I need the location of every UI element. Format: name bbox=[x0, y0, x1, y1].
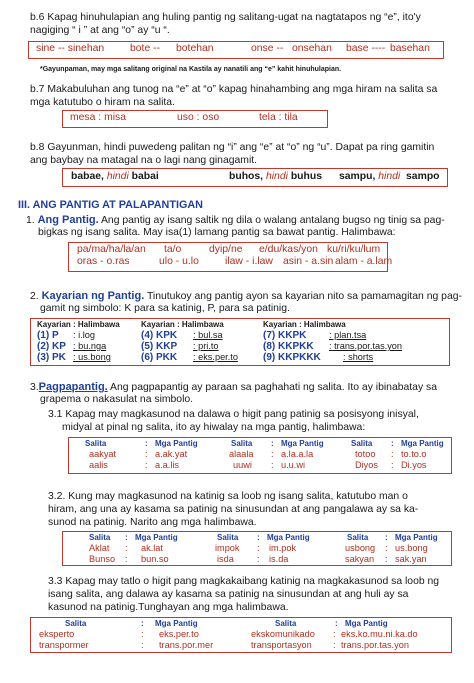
b7-ex: mesa : misa bbox=[70, 112, 127, 123]
table-cell: : us.bong bbox=[73, 352, 111, 362]
item1-ex: pa/ma/ha/la/an bbox=[77, 244, 146, 255]
sub1-line2: midyal at pinal ng salita, ito ay hiwalay na mga pantig, halimbawa: bbox=[62, 422, 366, 433]
table-cell: : bbox=[333, 629, 336, 639]
b6-note: *Gayunpaman, may mga salitang original na Kastila ay nanatili ang “e” kahit hinuhulapian. bbox=[40, 66, 342, 73]
table-cell: : bbox=[257, 543, 260, 553]
table-cell: : bbox=[145, 449, 148, 459]
table-cell: : bbox=[125, 543, 128, 553]
table-header: : bbox=[391, 439, 394, 448]
b8-example-box bbox=[62, 168, 448, 187]
table-header: Salita bbox=[351, 439, 373, 448]
table-header: Salita bbox=[347, 533, 369, 542]
sub2-line2: hiram, ang una ay kasama sa patinig na sinusundan at ang pangalawa ay sa ka- bbox=[48, 504, 419, 515]
table-header: Kayarian : Halimbawa bbox=[263, 320, 346, 329]
b7-example-box bbox=[62, 110, 328, 128]
table-header: Mga Pantig bbox=[267, 533, 310, 542]
table-cell: : i.log bbox=[73, 330, 95, 340]
table-cell: a.la.a.la bbox=[281, 449, 314, 459]
item1-ex: ulo - u.lo bbox=[159, 256, 199, 267]
item1-ex: e/du/kas/yon bbox=[259, 244, 318, 255]
table-cell: to.to.o bbox=[401, 449, 427, 459]
table-cell: aakyat bbox=[89, 449, 117, 459]
table-cell: impok bbox=[215, 543, 240, 553]
table-cell: Bunso bbox=[89, 554, 116, 564]
b7-ex: uso : oso bbox=[177, 112, 220, 123]
table-cell: (9) KKPKKK bbox=[263, 352, 321, 363]
b6-example-box bbox=[28, 41, 444, 59]
table-cell: eksperto bbox=[39, 629, 75, 639]
table-cell: ak.lat bbox=[141, 543, 163, 553]
sub3-table bbox=[30, 617, 452, 653]
table-header: : bbox=[271, 439, 274, 448]
b6-ex: onsehan bbox=[292, 43, 332, 54]
table-cell: : bbox=[141, 629, 144, 639]
b6-ex: botehan bbox=[176, 43, 214, 54]
b7-line2: mga katutubo o hiram na salita. bbox=[30, 97, 175, 108]
table-cell: a.ak.yat bbox=[155, 449, 188, 459]
b6-ex: bote -- bbox=[130, 43, 161, 54]
table-header: Kayarian : Halimbawa bbox=[141, 320, 224, 329]
table-cell: (7) KKPK bbox=[263, 330, 307, 341]
table-cell: eks.ko.mu.ni.ka.do bbox=[341, 629, 418, 639]
sub2-line3: sunod na patinig. Narito ang mga halimbawa. bbox=[48, 517, 257, 528]
table-cell: transportasyon bbox=[251, 640, 312, 650]
b8-line2: ang baybay na matagal na o lagi nang ginagamit. bbox=[30, 155, 258, 166]
table-cell: : bbox=[271, 460, 274, 470]
sub3-line1: 3.3 Kapag may tatlo o higit pang magkakaibang katinig na magkakasunod sa loob ng bbox=[48, 576, 440, 587]
table-header: Salita bbox=[65, 619, 87, 628]
table-header: : bbox=[335, 619, 338, 628]
b6-line2: nagiging “ i ” at ang “o” ay “u “. bbox=[30, 25, 170, 36]
table-cell: sak.yan bbox=[395, 554, 427, 564]
table-header: Mga Pantig bbox=[281, 439, 324, 448]
table-cell: a.a.lis bbox=[155, 460, 180, 470]
item1-example-box bbox=[68, 242, 393, 272]
item1-ex: asin - a.sin bbox=[283, 256, 334, 267]
table-cell: transpormer bbox=[39, 640, 89, 650]
item1-ex: alam - a.lam bbox=[335, 256, 393, 267]
table-header: Kayarian : Halimbawa bbox=[37, 320, 120, 329]
table-header: : bbox=[257, 533, 260, 542]
table-cell: im.pok bbox=[269, 543, 297, 553]
table-cell: : shorts bbox=[343, 352, 374, 362]
sub3-line3: kasunod na patinig.Tunghayan ang mga halimbawa. bbox=[48, 602, 289, 613]
table-cell: ekskomunikado bbox=[251, 629, 315, 639]
table-cell: (8) KKPKK bbox=[263, 341, 314, 352]
b8-ex-3: sampu, hindi sampo bbox=[339, 171, 440, 182]
table-cell: : bul.sa bbox=[193, 330, 223, 340]
table-cell: is.da bbox=[269, 554, 289, 564]
table-cell: us.bong bbox=[395, 543, 428, 553]
b6-ex: onse -- bbox=[251, 43, 284, 54]
table-header: Mga Pantig bbox=[155, 619, 198, 628]
table-cell: trans.por.mer bbox=[159, 640, 214, 650]
b7-line1: b.7 Makabuluhan ang tunog na “e” at “o” kapag hinahambing ang mga hiram na salita sa bbox=[30, 84, 438, 95]
table-cell: Di.yos bbox=[401, 460, 427, 470]
table-header: : bbox=[125, 533, 128, 542]
table-header: Mga Pantig bbox=[135, 533, 178, 542]
table-cell: isda bbox=[217, 554, 234, 564]
table-header: : bbox=[141, 619, 144, 628]
table-cell: : bbox=[385, 543, 388, 553]
b6-line1: b.6 Kapag hinuhulapian ang huling pantig ng salitang-ugat na nagtatapos ng “e”, ito'y bbox=[30, 12, 421, 23]
table-cell: (1) P bbox=[37, 330, 59, 341]
table-header: Salita bbox=[89, 533, 111, 542]
b6-ex: base ---- bbox=[346, 43, 386, 54]
table-cell: : plan.tsa bbox=[329, 330, 367, 340]
table-cell: alaala bbox=[229, 449, 254, 459]
item1-line2: bigkas ng isang salita. May isa(1) lamang pantig sa bawat pantig. Halimbawa: bbox=[38, 227, 396, 238]
table-cell: sakyan bbox=[345, 554, 375, 564]
item3-line2: grapema o nakasulat na simbolo. bbox=[40, 394, 194, 405]
table-cell: Aklat bbox=[89, 543, 110, 553]
sub2-line1: 3.2. Kung may magkasunod na katinig sa loob ng isang salita, katutubo man o bbox=[48, 491, 408, 502]
table-cell: (2) KP bbox=[37, 341, 66, 352]
item2-line1: 2. Kayarian ng Pantig. Tinutukoy ang pantig ayon sa kayarian nito sa pamamagitan ng pag- bbox=[30, 290, 462, 302]
table-header: Mga Pantig bbox=[155, 439, 198, 448]
table-cell: (6) PKK bbox=[141, 352, 178, 363]
table-cell: : bbox=[391, 460, 394, 470]
table-cell: aalis bbox=[89, 460, 108, 470]
item1-ex: ilaw - i.law bbox=[225, 256, 273, 267]
table-cell: : bbox=[125, 554, 128, 564]
b8-line1: b.8 Gayunman, hindi puwedeng palitan ng “i” ang “e” at “o” ng “u”. Dapat pa ring gamitin bbox=[30, 142, 435, 153]
table-cell: uuwi bbox=[233, 460, 252, 470]
table-cell: : bbox=[145, 460, 148, 470]
table-header: : bbox=[385, 533, 388, 542]
table-header: : bbox=[145, 439, 148, 448]
table-header: Mga Pantig bbox=[395, 533, 438, 542]
table-header: Mga Pantig bbox=[345, 619, 388, 628]
table-cell: : eks.per.to bbox=[193, 352, 238, 362]
table-header: Salita bbox=[85, 439, 107, 448]
table-header: Salita bbox=[231, 439, 253, 448]
table-cell: (5) KKP bbox=[141, 341, 178, 352]
table-cell: (3) PK bbox=[37, 352, 66, 363]
item1-ex: ta/o bbox=[164, 244, 182, 255]
table-header: Salita bbox=[217, 533, 239, 542]
item1-line1: 1. Ang Pantig. Ang pantig ay isang saltik ng dila o walang antalang bugso ng tinig sa pag- bbox=[26, 214, 445, 226]
table-header: Mga Pantig bbox=[401, 439, 444, 448]
sub1-line1: 3.1 Kapag may magkasunod na dalawa o higit pang patinig sa posisyong inisyal, bbox=[48, 409, 419, 420]
b6-ex: sine -- sinehan bbox=[36, 43, 105, 54]
b8-ex-2: buhos, hindi buhus bbox=[229, 171, 322, 182]
table-cell: bun.so bbox=[141, 554, 169, 564]
table-cell: : bbox=[391, 449, 394, 459]
item2-table bbox=[30, 318, 450, 366]
sub3-line2: isang salita, ang dalawa ay kasama sa patinig na sinusundan at ang huli ay sa bbox=[48, 589, 409, 600]
table-header: Salita bbox=[275, 619, 297, 628]
b7-ex: tela : tila bbox=[259, 112, 298, 123]
table-cell: totoo bbox=[355, 449, 376, 459]
table-cell: : trans.por.tas.yon bbox=[329, 341, 403, 351]
item1-ex: oras - o.ras bbox=[77, 256, 130, 267]
table-cell: usbong bbox=[345, 543, 376, 553]
table-cell: u.u.wi bbox=[281, 460, 306, 470]
table-cell: trans.por.tas.yon bbox=[341, 640, 409, 650]
sub2-table bbox=[62, 531, 452, 566]
table-cell: eks.per.to bbox=[159, 629, 199, 639]
item3-line1: 3.Pagpapantig. Ang pagpapantig ay paraan sa paghahati ng salita. Ito ay ibinabatay sa bbox=[30, 381, 438, 393]
table-cell: : bbox=[333, 640, 336, 650]
item1-ex: ku/ri/ku/lum bbox=[327, 244, 381, 255]
table-cell: : bbox=[141, 640, 144, 650]
b8-ex-1: babae, hindi babai bbox=[71, 171, 159, 182]
table-cell: : bbox=[271, 449, 274, 459]
section-title: III. ANG PANTIG AT PALAPANTIGAN bbox=[18, 199, 203, 211]
item1-ex: dyip/ne bbox=[209, 244, 243, 255]
sub1-table bbox=[68, 437, 452, 474]
table-cell: : bbox=[385, 554, 388, 564]
item2-line2: gamit ng simbolo: K para sa katinig, P, para sa patinig. bbox=[40, 303, 290, 314]
table-cell: : pri.to bbox=[193, 341, 219, 351]
table-cell: (4) KPK bbox=[141, 330, 178, 341]
table-cell: : bbox=[257, 554, 260, 564]
b6-ex: basehan bbox=[390, 43, 430, 54]
table-cell: Diyos bbox=[355, 460, 378, 470]
table-cell: : bu.nga bbox=[73, 341, 107, 351]
